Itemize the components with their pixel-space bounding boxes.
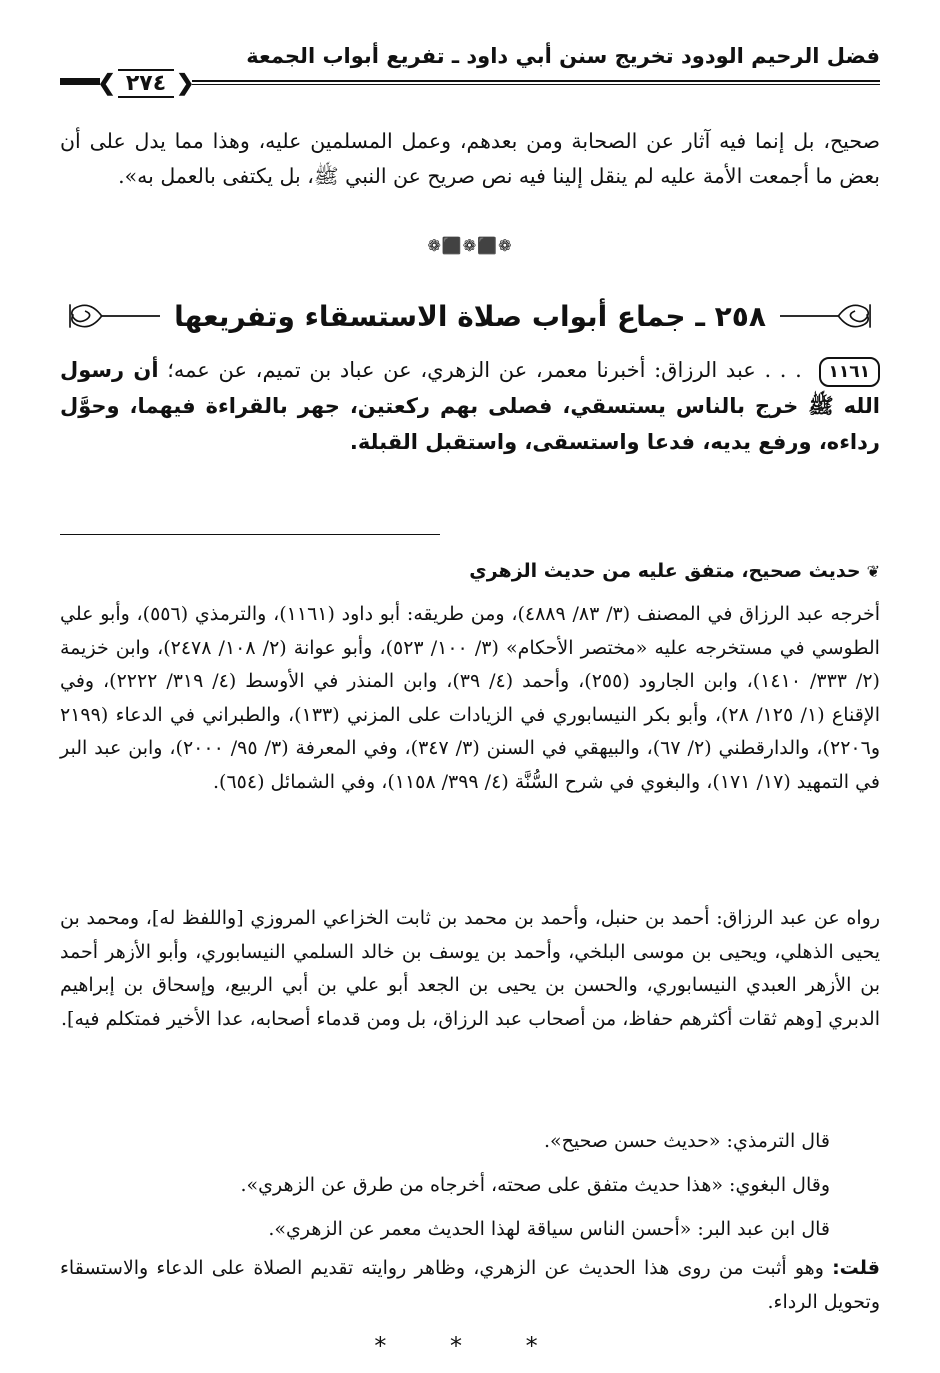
footnote-divider [60,534,440,535]
hadith-number: ١١٦١ [819,357,881,387]
author-comment-label: قلت: [832,1257,880,1279]
page-header [60,40,880,102]
chapter-heading [60,288,880,344]
page-number-frame [97,68,195,98]
author-comment [60,1252,880,1319]
grading-heading [469,560,880,582]
frame-cap-left-icon: ❯ [97,70,116,96]
ornament-icon: ❁⬛❁⬛❁ [427,236,513,255]
scroll-ornament-right-icon [780,296,880,336]
book-page [60,40,880,1360]
scroll-ornament-left-icon [60,296,160,336]
end-mark: * * * [374,1332,566,1360]
hadith-isnad: . . . عبد الرزاق: أخبرنا معمر، عن الزهري، عن عباد بن تميم، عن عمه؛ [167,358,802,382]
grading-text: حديث صحيح، متفق عليه من حديث الزهري [469,560,861,582]
leaf-bullet-icon: ❦ [866,562,880,581]
intro-paragraph: صحيح، بل إنما فيه آثار عن الصحابة ومن بعدهم، وعمل المسلمين عليه، وهذا مما يدل على أن بعض ما أجمعت الأمة عليه لم ينقل إلينا فيه نص صريح عن النبي ﷺ، بل يكتفى بالعمل به». [60,129,880,188]
section-ornament [60,236,880,255]
ibn-abd-al-barr-quote: قال ابن عبد البر: «أحسن الناس سياقة لهذا الحديث معمر عن الزهري». [268,1218,830,1240]
baghawi-quote: وقال البغوي: «هذا حديث متفق على صحته، أخرجاه من طرق عن الزهري». [240,1174,830,1196]
tirmidhi-quote: قال الترمذي: «حديث حسن صحيح». [543,1130,830,1152]
page-number-dashes [60,78,100,86]
frame-cap-right-icon: ❮ [176,70,195,96]
running-title: فضل الرحيم الودود تخريج سنن أبي داود ـ تفريع أبواب الجمعة [246,44,880,68]
hadith-matn: أن رسول الله ﷺ خرج بالناس يستسقي، فصلى بهم ركعتين، جهر بالقراءة فيهما، وحوَّل رداءه، ورفع يديه، فدعا واستسقى، واستقبل القبلة. [60,358,880,454]
narrators-paragraph: رواه عن عبد الرزاق: أحمد بن حنبل، وأحمد بن محمد بن ثابت الخزاعي المروزي [واللفظ له]، ومحمد بن يحيى الذهلي، ويحيى بن موسى البلخي، وأحمد بن يوسف بن خالد السلمي النيسابوري، وأبو الأزهر أحمد بن الأزهر العبدي النيسابوري، والحسن بن يحيى بن الجعد أبو علي بن أبي الربيع، وإسحاق بن إبراهيم الدبري [وهم ثقات أكثرهم حفاظ، من أصحاب عبد الرزاق، بل ومن قدماء أصحابه، عدا الأخير فمتكلم فيه]. [60,907,880,1030]
chapter-title: ٢٥٨ ـ جماع أبواب صلاة الاستسقاء وتفريعها [174,299,766,333]
takhrij-paragraph: أخرجه عبد الرزاق في المصنف (٣/ ٨٣/ ٤٨٨٩)، ومن طريقه: أبو داود (١١٦١)، والترمذي (٥٥٦)، وأبو علي الطوسي في مستخرجه عليه «مختصر الأحكام» (٣/ ١٠٠/ ٥٢٣)، وأبو عوانة (٢/ ١٠٨/ ٢٤٧٨)، وابن خزيمة (٢/ ٣٣٣/ ١٤١٠)، وابن الجارود (٢٥٥)، وأحمد (٤/ ٣٩)، وابن المنذر في الأوسط (٤/ ٣١٩/ ٢٢٢٢)، وفي الإقناع (١/ ١٢٥/ ٢٨)، وأبو بكر النيسابوري في الزيادات على المزني (١٣٣)، والطبراني في الدعاء (٢١٩٩ و٢٢٠٦)، والدارقطني (٢/ ٦٧)، والبيهقي في السنن (٣/ ٣٤٧)، وفي المعرفة (٣/ ٩٥/ ٢٠٠٠)، وابن عبد البر في التمهيد (١٧/ ١٧١)، والبغوي في شرح السُّنَّة (٤/ ٣٩٩/ ١١٥٨)، وفي الشمائل (٦٥٤). [60,603,880,793]
hadith-block [60,352,880,460]
author-comment-text: وهو أثبت من روى هذا الحديث عن الزهري، وظاهر روايته تقديم الصلاة على الدعاء والاستسقاء وتحويل الرداء. [60,1257,880,1313]
page-number: ٢٧٤ [118,69,174,98]
